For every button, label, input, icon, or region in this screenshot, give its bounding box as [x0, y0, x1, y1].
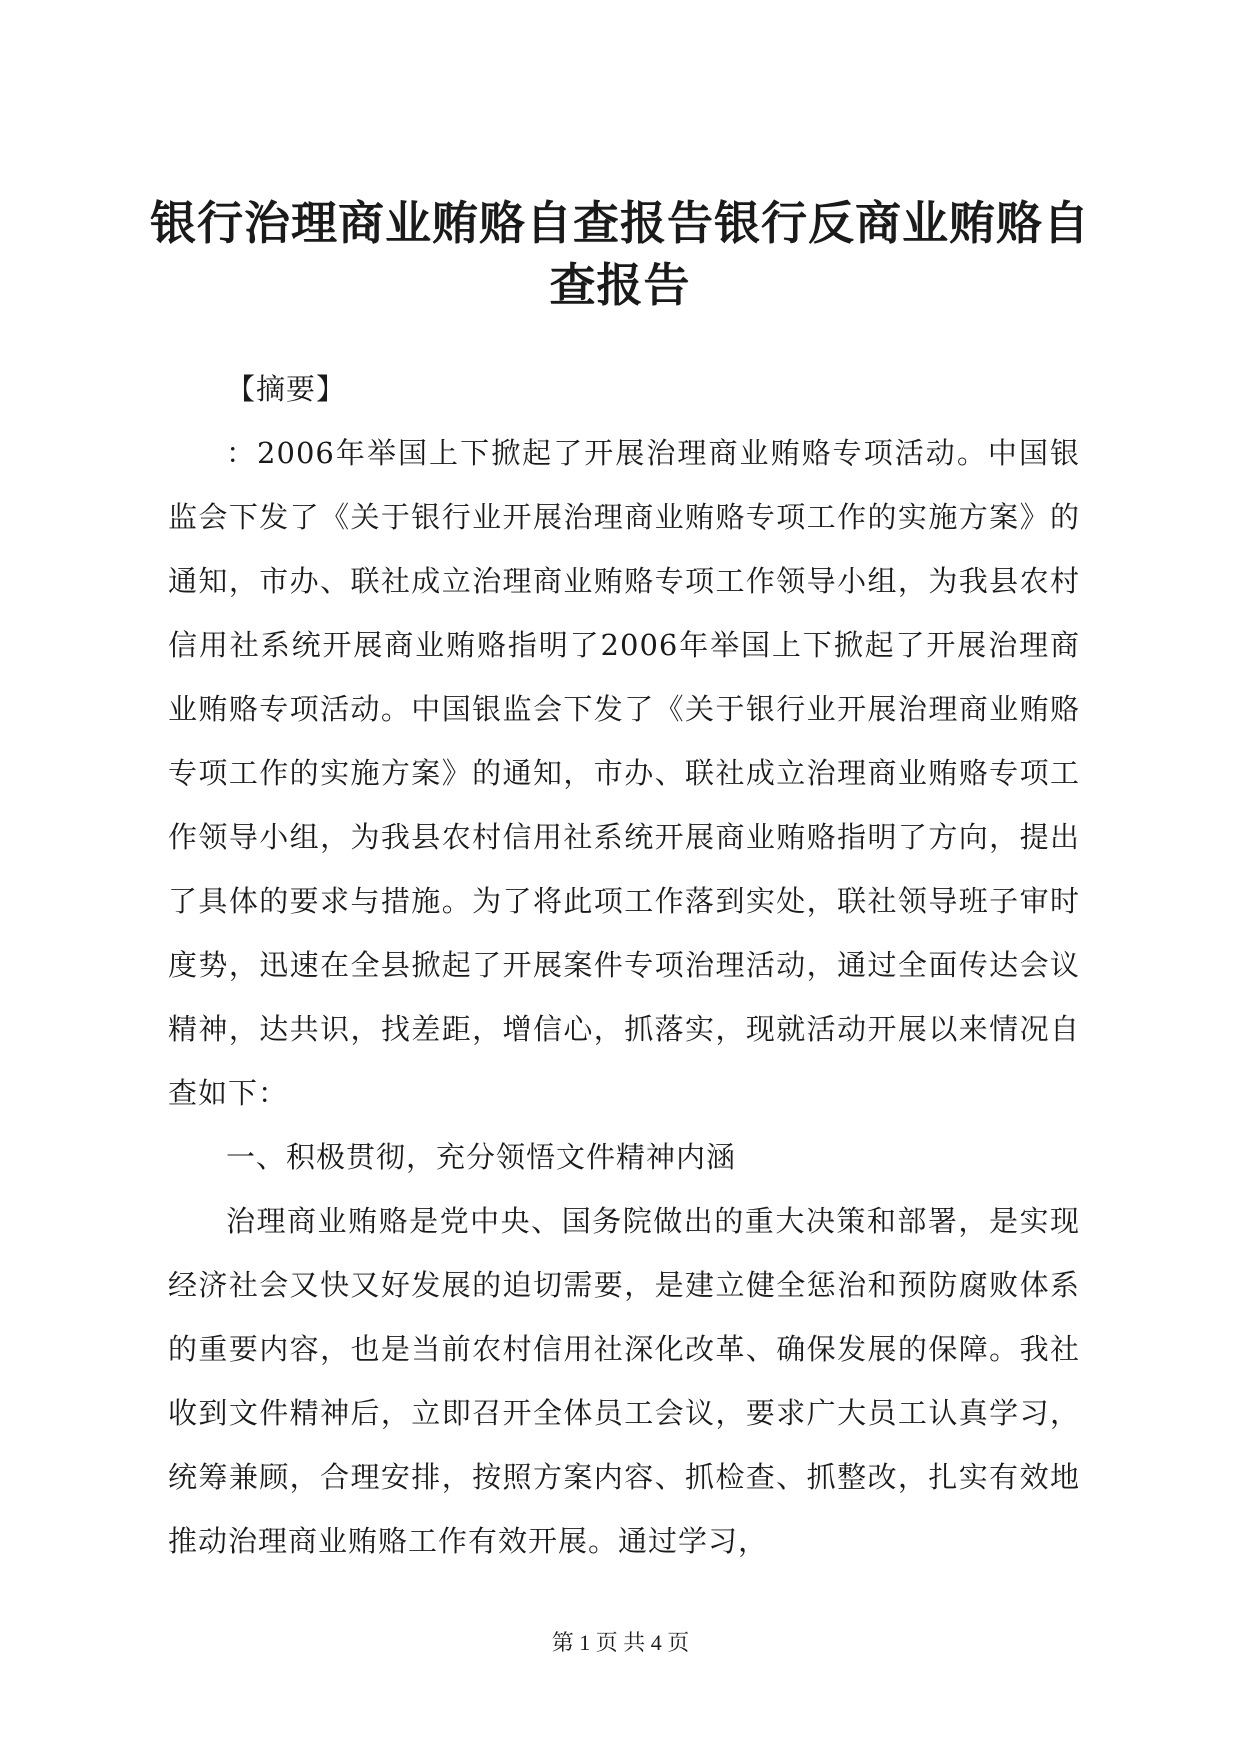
page-number-footer: 第 1 页 共 4 页 [551, 1630, 690, 1655]
section-heading-1: 一、积极贯彻，充分领悟文件精神内涵 [226, 1140, 737, 1174]
document-body [168, 357, 1080, 1573]
paragraph-section-1: 治理商业贿赂是党中央、国务院做出的重大决策和部署，是实现经济社会又快又好发展的迫切需要，是建立健全惩治和预防腐败体系的重要内容，也是当前农村信用社深化改革、确保发展的保障。我社收到文件精神后，立即召开全体员工会议，要求广大员工认真学习，统筹兼顾，合理安排，按照方案内容、抓检查、抓整改，扎实有效地推动治理商业贿赂工作有效开展。通过学习， [168, 1204, 1080, 1558]
abstract-label: 【摘要】 [226, 372, 347, 406]
paragraph-abstract-text: ：2006年举国上下掀起了开展治理商业贿赂专项活动。中国银监会下发了《关于银行业开展治理商业贿赂专项工作的实施方案》的通知，市办、联社成立治理商业贿赂专项工作领导小组，为我县农村信用社系统开展商业贿赂指明了2006年举国上下掀起了开展治理商业贿赂专项活动。中国银监会下发了《关于银行业开展治理商业贿赂专项工作的实施方案》的通知，市办、联社成立治理商业贿赂专项工作领导小组，为我县农村信用社系统开展商业贿赂指明了方向，提出了具体的要求与措施。为了将此项工作落到实处，联社领导班子审时度势，迅速在全县掀起了开展案件专项治理活动，通过全面传达会议精神，达共识，找差距，增信心，抓落实，现就活动开展以来情况自查如下： [168, 436, 1080, 1110]
document-title: 银行治理商业贿赂自查报告银行反商业贿赂自查报告 [150, 196, 1090, 312]
